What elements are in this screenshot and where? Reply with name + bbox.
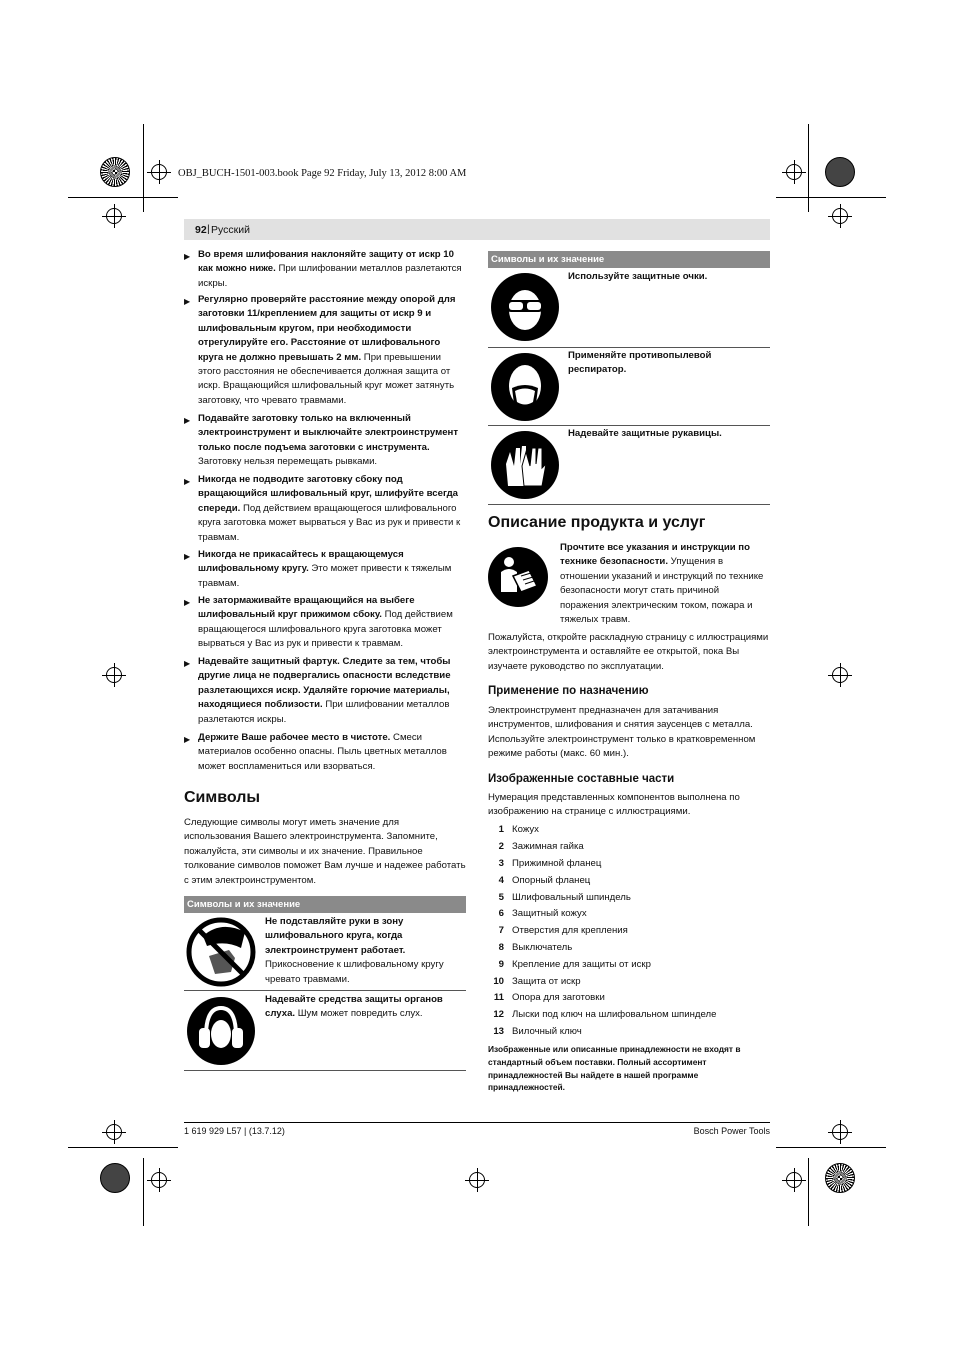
- crosshair-mark: [106, 208, 122, 224]
- crosshair-mark: [832, 208, 848, 224]
- crosshair-mark: [786, 1172, 802, 1188]
- footer-doc-id: 1 619 929 L57 | (13.7.12): [184, 1126, 285, 1136]
- symbols-table-header: Символы и их значение: [184, 896, 466, 913]
- components-heading: Изображенные составные части: [488, 773, 675, 785]
- read-manual-icon: [487, 546, 549, 613]
- list-item: 9 Крепление для защиты от искр: [498, 959, 651, 970]
- file-slug: OBJ_BUCH-1501-003.book Page 92 Friday, July 13, 2012 8:00 AM: [178, 168, 467, 179]
- registration-dark-mark: [100, 1163, 130, 1193]
- crop-mark: [808, 124, 809, 212]
- crop-mark: [808, 1158, 809, 1226]
- crop-mark: [68, 197, 178, 198]
- crosshair-mark: [151, 164, 167, 180]
- list-item: 8 Выключатель: [498, 942, 573, 953]
- list-item: 13 Вилочный ключ: [493, 1026, 582, 1037]
- row-divider: [184, 1070, 466, 1071]
- list-item: 2 Зажимная гайка: [498, 841, 584, 852]
- symbol-row-text: Используйте защитные очки.: [568, 271, 708, 282]
- symbol-row-text: Применяйте противопылевой респиратор.: [568, 350, 712, 376]
- crosshair-mark: [469, 1172, 485, 1188]
- crop-mark: [776, 197, 886, 198]
- safety-bullet: ▶ Подавайте заготовку только на включенный электроинструмент и выключайте электроинструмент только после подъема заготовки с инструмента. Заготовку нельзя перемещать рывками.: [184, 413, 459, 468]
- safety-bullet: ▶ Надевайте защитный фартук. Следите за тем, чтобы другие лица не подвергались опасности вследствие разлетающихся искр. Удаляйте горючие материалы, находящиеся поблизости. При шлифовании металлов разлетаются искры.: [184, 656, 451, 725]
- symbol-row-text: Надевайте защитные рукавицы.: [568, 428, 722, 439]
- list-item: 5 Шлифовальный шпиндель: [498, 892, 631, 903]
- crosshair-mark: [106, 1124, 122, 1140]
- page-header-bar: [184, 219, 770, 240]
- crosshair-mark: [832, 1124, 848, 1140]
- symbols-heading: Символы: [184, 789, 261, 806]
- read-manual-text: Прочтите все указания и инструкции по технике безопасности. Упущения в отношении указаний и инструкций по технике безопасности могут стать причиной поражения электрическим током, пожара и тяжелых травм.: [560, 542, 764, 626]
- crop-mark: [143, 124, 144, 212]
- safety-bullet: ▶ Никогда не прикасайтесь к вращающемуся шлифовальному кругу. Это может привести к тяжелым травмам.: [184, 549, 452, 589]
- symbols-table-header: Символы и их значение: [488, 251, 770, 268]
- registration-star-mark: [100, 157, 130, 187]
- header-separator: |: [207, 223, 210, 235]
- ear-protection-icon: [186, 996, 256, 1071]
- no-hands-icon: [185, 916, 257, 993]
- dust-mask-icon: [490, 352, 560, 427]
- symbol-row-text: Не подставляйте руки в зону шлифовального круга, когда электроинструмент работает. Прикосновение к шлифовальному кругу чревато травмами.: [265, 916, 444, 985]
- row-divider: [488, 425, 770, 426]
- crosshair-mark: [151, 1172, 167, 1188]
- row-divider: [488, 504, 770, 505]
- symbols-intro: Следующие символы могут иметь значение для использования Вашего электроинструмента. Запомните, пожалуйста, эти символы и их значение. Правильное толкование символов поможет Вам лучше и надежее работать с этим электроинструментом.: [184, 817, 466, 886]
- safety-bullet: ▶ Во время шлифования наклоняйте защиту от искр 10 как можно ниже. При шлифовании металлов разлетаются искры.: [184, 249, 462, 289]
- list-item: 10 Защита от искр: [493, 976, 581, 987]
- intended-use-text: Электроинструмент предназначен для затачивания инструментов, шлифования и снятия заусенцев с металла. Используйте электроинструмент только в кратковременном режиме работы (макс. 60 мин.).: [488, 705, 756, 760]
- fold-out-note: Пожалуйста, откройте раскладную страницу с иллюстрациями электроинструмента и оставляйте ее открытой, пока Вы изучаете руководство по эксплуатации.: [488, 632, 769, 672]
- crop-mark: [143, 1158, 144, 1226]
- product-heading: Описание продукта и услуг: [488, 514, 706, 531]
- page-language: Русский: [211, 224, 250, 236]
- components-intro: Нумерация представленных компонентов выполнена по изображению на странице с иллюстрациями.: [488, 792, 740, 818]
- list-item: 4 Опорный фланец: [498, 875, 591, 886]
- registration-star-mark: [825, 1163, 855, 1193]
- safety-bullet: ▶ Никогда не подводите заготовку сбоку под вращающийся шлифовальный круг, шлифуйте всегда спереди. Под действием вращающегося шлифовального круга заготовка может вырваться у Вас из рук и привести к травмам.: [184, 474, 461, 543]
- page-number: 92: [195, 224, 207, 236]
- list-item: 6 Защитный кожух: [498, 908, 587, 919]
- footer-brand: Bosch Power Tools: [693, 1126, 770, 1136]
- gloves-icon: [490, 430, 560, 505]
- safety-bullet: ▶ Регулярно проверяйте расстояние между опорой для заготовки 11/креплением для защиты от искр 9 и шлифовальным кругом, при необходимости отрегулируйте его. Расстояние от шлифовального круга не должно превышать 2 мм. При превышении этого расстояния не обеспечивается должная защита от искр. Вращающийся шлифовальный круг может затянуть заготовку, что чревато травмами.: [184, 294, 456, 406]
- crosshair-mark: [832, 667, 848, 683]
- symbol-row-text: Надевайте средства защиты органов слуха. Шум может повредить слух.: [265, 994, 443, 1020]
- list-item: 3 Прижимной фланец: [498, 858, 602, 869]
- safety-goggles-icon: [490, 272, 560, 347]
- row-divider: [488, 347, 770, 348]
- intended-use-heading: Применение по назначению: [488, 685, 649, 697]
- crop-mark: [68, 1147, 178, 1148]
- registration-dark-mark: [825, 157, 855, 187]
- accessories-note: Изображенные или описанные принадлежности не входят в стандартный объем поставки. Полный ассортимент принадлежностей Вы найдете в нашей программе принадлежностей.: [488, 1044, 741, 1093]
- list-item: 12 Лыски под ключ на шлифовальном шпинделе: [493, 1009, 717, 1020]
- safety-bullet: ▶ Не затормаживайте вращающийся на выбеге шлифовальный круг прижимом сбоку. Под действием вращающегося шлифовального круга заготовка может вырваться у Вас из рук и привести к травмам.: [184, 595, 453, 650]
- crosshair-mark: [786, 164, 802, 180]
- row-divider: [184, 990, 466, 991]
- list-item: 1 Кожух: [498, 824, 539, 835]
- safety-bullet: ▶ Держите Ваше рабочее место в чистоте. Смеси материалов особенно опасны. Пыль цветных металлов может воспламениться или взорваться.: [184, 732, 447, 772]
- list-item: 7 Отверстия для крепления: [498, 925, 628, 936]
- list-item: 11 Опора для заготовки: [493, 992, 605, 1003]
- footer-rule: [184, 1122, 770, 1123]
- crosshair-mark: [106, 667, 122, 683]
- crop-mark: [776, 1147, 886, 1148]
